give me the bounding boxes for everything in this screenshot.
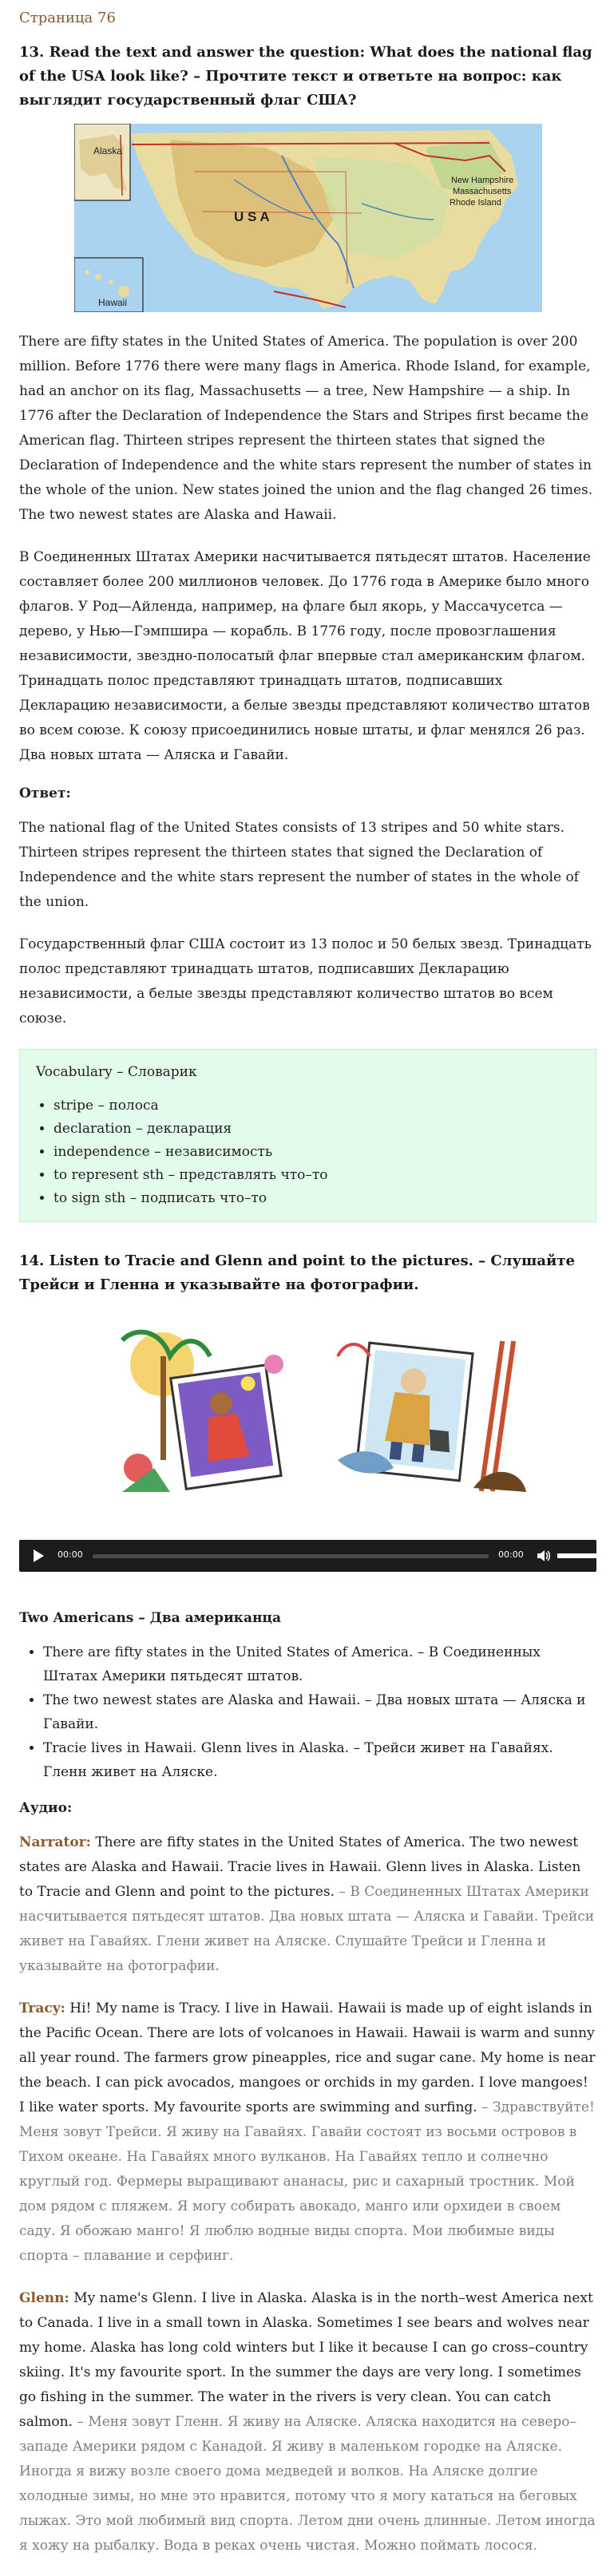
map-label-rhode-island: Rhode Island <box>449 198 501 208</box>
tracy-speaker: Tracy: <box>19 2000 65 2016</box>
vocabulary-item: • to represent sth – представлять что–то <box>53 1164 580 1187</box>
vocabulary-box <box>19 1049 596 1222</box>
summary-list <box>19 1640 596 1784</box>
tracie-glenn-illustration <box>74 1308 542 1524</box>
volume-icon[interactable] <box>537 1549 551 1562</box>
answer-ru: Государственный флаг США состоит из 13 полос и 50 белых звезд. Тринадцать полос представляют тринадцать штатов, подписавших Декларацию независимости, а белые звезды представляют количество штатов во всем союзе. <box>19 936 592 1027</box>
illustration-svg <box>74 1308 542 1524</box>
tracy-en: Hi! My name is Tracy. I live in Hawaii. Hawaii is made up of eight islands in the Pacific Ocean. There are lots of volcanoes in Hawaii. Hawaii is warm and sunny all year round. The farmers grow pineapples, rice and sugar cane. My home is near the beach. I can pick avocados, mangoes or orchids in my garden. I love mangoes! I like water sports. My favourite sports are swimming and surfing. <box>19 2000 596 2115</box>
narrator-paragraph <box>19 1830 596 1979</box>
audio-current-time: 00:00 <box>57 1549 83 1560</box>
map-label-massachusetts: Massachusetts <box>452 187 511 196</box>
usa-map-svg <box>74 124 542 312</box>
exercise-14-heading: 14. Listen to Tracie and Glenn and point to the pictures. – Слушайте Трейси и Гленна и указывайте на фотографии. <box>19 1252 575 1293</box>
audio-progress-bar[interactable] <box>93 1554 489 1558</box>
page-number: Страница 76 <box>19 10 116 26</box>
vocabulary-title: Vocabulary – Словарик <box>36 1064 197 1080</box>
vocabulary-list <box>36 1094 580 1210</box>
text-en: There are fifty states in the United States of America. The population is over 200 million. Before 1776 there were many flags in America. Rhode Island, for example, had an anchor on its flag, Massachusetts — a tree, New Hampshire — a ship. In 1776 after the Declaration of Independence the Stars and Stripes first became the American flag. Thirteen stripes represent the thirteen states that signed the Declaration of Independence and the white stars represent the number of states in the whole of the union. New states joined the union and the flag changed 26 times. The two newest states are Alaska and Hawaii. <box>19 334 593 523</box>
map-label-new-hampshire: New Hampshire <box>450 176 513 185</box>
audio-duration: 00:00 <box>498 1549 524 1560</box>
summary-item: • There are fifty states in the United States of America. – В Соединенных Штатах Америки пятьдесят штатов. <box>43 1640 596 1688</box>
usa-map-image <box>74 124 542 312</box>
play-icon[interactable] <box>34 1549 44 1562</box>
map-label-usa: U S A <box>233 209 270 224</box>
narrator-ru: – В Соединенных Штатах Америки насчитывается пятьдесят штатов. Два новых штата — Аляска и Гавайи. Трейси живет на Гавайях. Глени живет на Аляске. Слушайте Трейси и Гленна и указывайте на фотографии. <box>19 1884 595 1974</box>
audio-label: Аудио: <box>19 1800 73 1816</box>
summary-item: • The two newest states are Alaska and Hawaii. – Два новых штата — Аляска и Гавайи. <box>43 1688 596 1736</box>
glenn-paragraph <box>19 2286 596 2558</box>
summary-item: • Tracie lives in Hawaii. Glenn lives in Alaska. – Трейси живет на Гавайях. Гленн живет на Аляске. <box>43 1736 596 1784</box>
map-label-hawaii: Hawaii <box>97 297 127 308</box>
answer-label: Ответ: <box>19 785 71 801</box>
map-label-alaska: Alaska <box>93 145 122 156</box>
volume-slider[interactable] <box>557 1553 599 1558</box>
audio-player[interactable] <box>19 1540 596 1572</box>
two-americans-title: Two Americans – Два американца <box>19 1610 281 1626</box>
glenn-ru: – Меня зовут Гленн. Я живу на Аляске. Аляска находится на северо–западе Америки рядом с Канадой. Я живу в маленьком городке на Аляске. Иногда я вижу возле своего дома медведей и волков. На Аляске долгие холодные зимы, но мне это нравится, потому что я могу кататься на беговых лыжах. Это мой любимый вид спорта. Летом дни очень длинные. Летом иногда я хожу на рыбалку. Вода в реках очень чистая. Можно поймать лосося. <box>19 2414 596 2554</box>
glenn-en: My name's Glenn. I live in Alaska. Alaska is in the north–west America next to Canada. I live in a small town in Alaska. Sometimes I see bears and wolves near my home. Alaska has long cold winters but I like it because I can go cross–country skiing. It's my favourite sport. In the summer the days are very long. I sometimes go fishing in the summer. The water in the rivers is very clean. You can catch salmon. <box>19 2290 593 2430</box>
tracy-paragraph <box>19 1996 596 2269</box>
narrator-speaker: Narrator: <box>19 1834 91 1850</box>
narrator-en: There are fifty states in the United States of America. The two newest states are Alaska and Hawaii. Tracie lives in Hawaii. Glenn lives in Alaska. Listen to Tracie and Glenn and point to the pictures. <box>19 1834 581 1900</box>
vocabulary-item: • independence – независимость <box>53 1141 580 1164</box>
answer-en: The national flag of the United States consists of 13 stripes and 50 white stars. Thirteen stripes represent the thirteen states that signed the Declaration of Independence and the white stars represent the number of states in the whole of the union. <box>19 820 579 910</box>
exercise-13-heading: 13. Read the text and answer the question: What does the national flag of the USA look like? – Прочтите текст и ответьте на вопрос: как выглядит государственный флаг США? <box>19 44 592 109</box>
vocabulary-item: • declaration – декларация <box>53 1118 580 1141</box>
vocabulary-item: • to sign sth – подписать что–то <box>53 1187 580 1210</box>
vocabulary-item: • stripe – полоса <box>53 1094 580 1118</box>
glenn-speaker: Glenn: <box>19 2290 69 2306</box>
text-ru: В Соединенных Штатах Америки насчитывается пятьдесят штатов. Население составляет более 200 миллионов человек. До 1776 года в Америке было много флагов. У Род—Айленда, например, на флаге был якорь, у Массачусетса — дерево, у Нью—Гэмпшира — корабль. В 1776 году, после провозглашения независимости, звездно-полосатый флаг впервые стал американским флагом. Тринадцать полос представляют тринадцать штатов, подписавших Декларацию независимости, а белые звезды представляют количество штатов во всем союзе. К союзу присоединились новые штаты, и флаг менялся 26 раз. Два новых штата — Аляска и Гавайи. <box>19 549 591 763</box>
tracy-ru: – Здравствуйте! Меня зовут Трейси. Я живу на Гавайях. Гавайи состоят из восьми островов в Тихом океане. На Гавайях много вулканов. На Гавайях тепло и солнечно круглый год. Фермеры выращивают ананасы, рис и сахарный тростник. Мой дом рядом с пляжем. Я могу собирать авокадо, манго или орхидеи в своем саду. Я обожаю манго! Я люблю водные виды спорта. Мои любимые виды спорта – плавание и серфинг. <box>19 2099 595 2264</box>
